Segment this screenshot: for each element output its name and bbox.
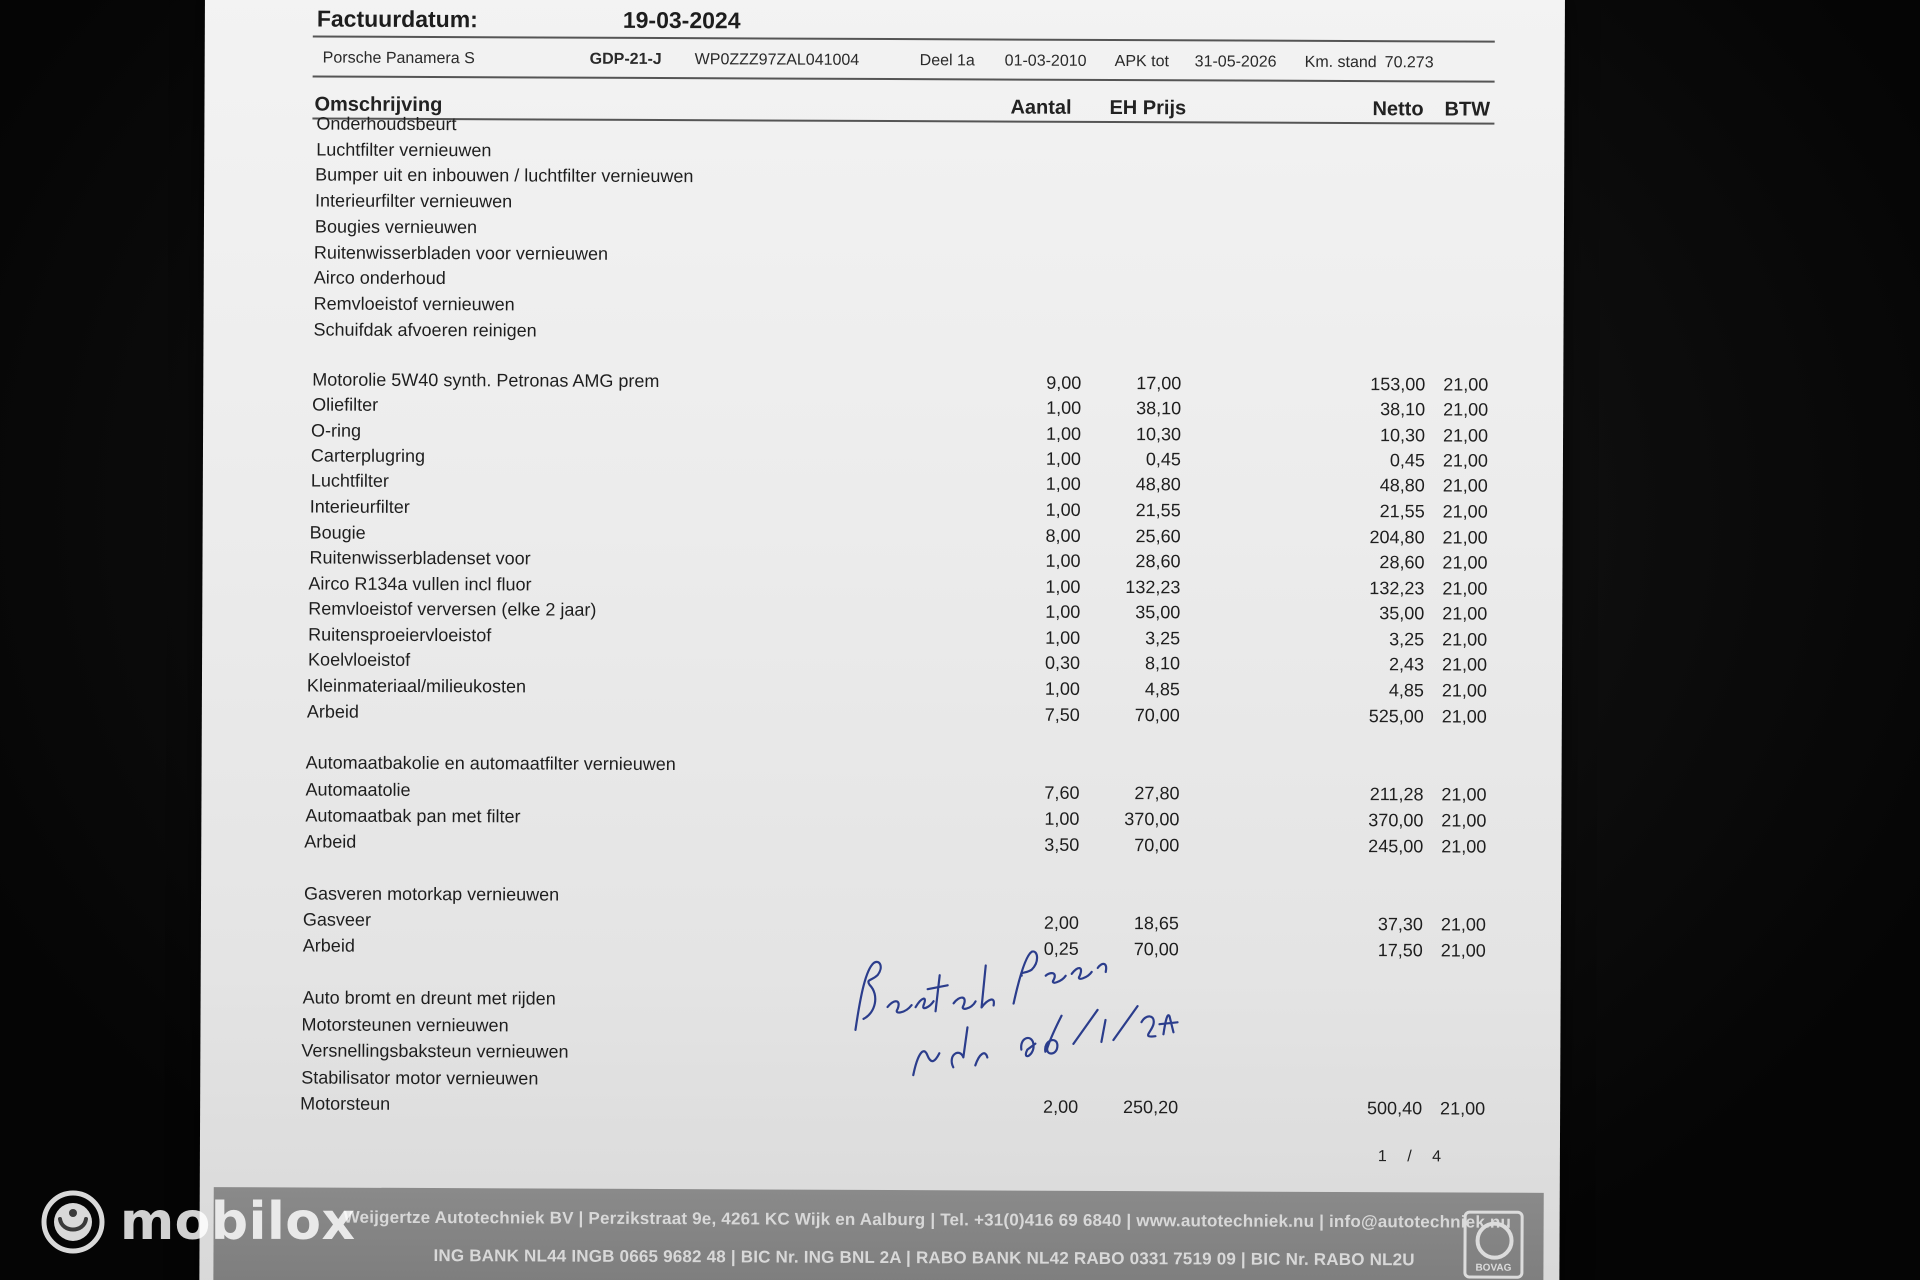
item-price: 250,20: [1123, 1097, 1179, 1118]
item-description: Airco R134a vullen incl fluor: [308, 573, 532, 595]
mobilox-watermark: [40, 1182, 356, 1262]
item-net: 10,30: [1379, 425, 1426, 446]
item-qty: 1,00: [1045, 473, 1081, 494]
item-description: Remvloeistof verversen (elke 2 jaar): [308, 598, 597, 620]
item-description: Motorsteun: [300, 1093, 391, 1114]
item-net: 48,80: [1379, 475, 1425, 496]
item-net: 211,28: [1369, 784, 1424, 805]
item-description: Automaatolie: [305, 779, 411, 800]
header-unit-price: EH Prijs: [1109, 96, 1187, 120]
item-description: Automaatbak pan met filter: [305, 805, 521, 827]
item-vat: 21,00: [1442, 552, 1488, 573]
bovag-logo: [1463, 1211, 1523, 1279]
item-qty: 1,00: [1045, 601, 1081, 622]
header-vat: BTW: [1444, 98, 1491, 121]
item-qty: 1,00: [1046, 397, 1082, 418]
item-qty: 1,00: [1045, 499, 1081, 520]
footer-company-info: Weijgertze Autotechniek BV | Perzikstraat 9e, 4261 KC Wijk en Aalburg | Tel. +31(0)416 69 6840 | www.autotechniek.nu | info@autotechniek.nu: [343, 1207, 1512, 1232]
item-qty: 2,00: [1043, 912, 1079, 933]
item-price: 370,00: [1124, 809, 1180, 830]
invoice-footer: [213, 1187, 1543, 1280]
table-row: [201, 831, 1561, 863]
item-description: Auto bromt en dreunt met rijden: [302, 987, 556, 1009]
item-vat: 21,00: [1441, 836, 1487, 857]
invoice-date-label: Factuurdatum:: [316, 5, 478, 33]
header-description: Omschrijving: [314, 93, 443, 117]
item-net: 153,00: [1370, 374, 1426, 395]
item-description: Kleinmateriaal/milieukosten: [306, 675, 527, 697]
item-vat: 21,00: [1441, 810, 1487, 831]
invoice-content: [199, 0, 1565, 1280]
item-vat: 21,00: [1440, 914, 1486, 935]
item-description: Bumper uit en inbouwen / luchtfilter vernieuwen: [315, 164, 694, 187]
item-net: 204,80: [1369, 527, 1425, 548]
divider: [313, 36, 1495, 43]
item-qty: 0,25: [1043, 938, 1079, 959]
item-description: Remvloeistof vernieuwen: [313, 293, 515, 315]
vehicle-apk-date: 31-05-2026: [1194, 53, 1277, 71]
item-vat: 21,00: [1442, 578, 1488, 599]
mobilox-logo-icon: [40, 1189, 106, 1255]
item-net: 37,30: [1377, 914, 1423, 935]
item-net: 500,40: [1367, 1098, 1423, 1119]
item-description: Koelvloeistof: [308, 649, 411, 670]
item-qty: 7,60: [1044, 782, 1080, 803]
item-price: 25,60: [1135, 526, 1181, 547]
item-description: Interieurfilter vernieuwen: [315, 190, 513, 212]
item-price: 21,55: [1135, 500, 1181, 521]
item-price: 18,65: [1133, 913, 1179, 934]
watermark-brand: mobilox: [120, 1192, 356, 1252]
item-description: Ruitenwisserbladenset voor: [309, 547, 531, 569]
item-vat: 21,00: [1440, 940, 1486, 961]
item-vat: 21,00: [1442, 450, 1488, 471]
item-description: Automaatbakolie en automaatfilter vernieuwen: [305, 752, 676, 775]
vehicle-apk-label: APK tot: [1114, 53, 1169, 71]
item-qty: 7,50: [1044, 704, 1080, 725]
item-price: 132,23: [1125, 577, 1181, 598]
item-description: Stabilisator motor vernieuwen: [301, 1067, 539, 1089]
item-price: 28,60: [1135, 551, 1181, 572]
bovag-label: BOVAG: [1475, 1262, 1512, 1274]
item-net: 370,00: [1368, 810, 1424, 831]
item-net: 35,00: [1379, 603, 1425, 624]
invoice-date-value: 19-03-2024: [622, 6, 741, 34]
item-description: Versnellingsbaksteun vernieuwen: [301, 1040, 569, 1062]
header-net: Netto: [1372, 98, 1424, 121]
item-net: 0,45: [1389, 450, 1425, 471]
item-description: Bougies vernieuwen: [314, 216, 478, 238]
item-vat: 21,00: [1441, 706, 1487, 727]
item-qty: 1,00: [1045, 550, 1081, 571]
item-description: O-ring: [311, 420, 362, 441]
item-vat: 21,00: [1442, 629, 1488, 650]
page-number: 1 / 4: [1377, 1148, 1450, 1166]
item-vat: 21,00: [1443, 399, 1489, 420]
item-net: 3,25: [1389, 629, 1425, 650]
header-quantity: Aantal: [1010, 96, 1072, 119]
item-qty: 2,00: [1043, 1096, 1079, 1117]
item-net: 245,00: [1368, 836, 1424, 857]
table-row: [203, 319, 1563, 351]
item-description: Motorolie 5W40 synth. Petronas AMG prem: [312, 369, 660, 392]
item-qty: 1,00: [1044, 678, 1080, 699]
item-description: Schuifdak afvoeren reinigen: [313, 319, 537, 341]
item-vat: 21,00: [1442, 501, 1488, 522]
vehicle-vin: WP0ZZZ97ZAL041004: [694, 51, 860, 69]
item-price: 10,30: [1135, 424, 1182, 445]
item-description: Ruitenwisserbladen voor vernieuwen: [313, 242, 609, 264]
item-vat: 21,00: [1442, 527, 1488, 548]
item-vat: 21,00: [1441, 784, 1487, 805]
item-qty: 3,50: [1044, 834, 1080, 855]
item-qty: 1,00: [1045, 423, 1082, 444]
item-description: Gasveer: [302, 909, 372, 930]
handwritten-note: [835, 912, 1196, 1087]
item-qty: 1,00: [1045, 448, 1081, 469]
item-vat: 21,00: [1441, 654, 1488, 675]
item-description: Interieurfilter: [309, 496, 410, 517]
item-price: 27,80: [1134, 783, 1180, 804]
item-description: Ruitensproeiervloeistof: [308, 624, 492, 646]
table-row: [202, 701, 1562, 733]
item-description: Gasveren motorkap vernieuwen: [304, 883, 560, 905]
divider: [313, 76, 1495, 83]
item-description: Carterplugring: [310, 445, 426, 466]
item-qty: 1,00: [1044, 808, 1080, 829]
item-price: 35,00: [1135, 602, 1181, 623]
item-description: Oliefilter: [312, 394, 379, 415]
item-qty: 1,00: [1045, 576, 1081, 597]
item-price: 3,25: [1145, 628, 1181, 649]
vehicle-km-label: Km. stand: [1304, 53, 1377, 72]
item-price: 70,00: [1133, 939, 1179, 960]
item-net: 2,43: [1388, 654, 1425, 675]
item-qty: 1,00: [1045, 627, 1081, 648]
item-net: 132,23: [1369, 578, 1425, 599]
vehicle-km-value: 70.273: [1384, 54, 1434, 72]
item-net: 17,50: [1377, 940, 1423, 961]
item-vat: 21,00: [1442, 425, 1489, 446]
item-vat: 21,00: [1443, 374, 1489, 395]
vehicle-model: Porsche Panamera S: [322, 49, 475, 68]
item-description: Onderhoudsbeurt: [316, 113, 457, 135]
item-description: Arbeid: [302, 935, 355, 956]
item-description: Luchtfilter vernieuwen: [316, 139, 492, 161]
item-price: 70,00: [1134, 835, 1180, 856]
item-net: 525,00: [1368, 706, 1424, 727]
item-net: 21,55: [1379, 501, 1425, 522]
item-price: 48,80: [1135, 474, 1181, 495]
item-net: 38,10: [1380, 399, 1426, 420]
item-description: Airco onderhoud: [313, 267, 446, 289]
item-qty: 8,00: [1045, 525, 1081, 546]
item-price: 17,00: [1136, 373, 1182, 394]
item-qty: 0,30: [1044, 652, 1081, 673]
item-vat: 21,00: [1441, 680, 1487, 701]
item-price: 0,45: [1145, 449, 1181, 470]
invoice-page: [199, 0, 1565, 1280]
item-net: 28,60: [1379, 552, 1425, 573]
item-price: 4,85: [1144, 679, 1180, 700]
item-description: Luchtfilter: [310, 470, 389, 491]
item-description: Motorsteunen vernieuwen: [301, 1014, 509, 1036]
item-price: 38,10: [1136, 398, 1182, 419]
item-description: Bougie: [309, 522, 366, 543]
item-description: Arbeid: [304, 831, 357, 852]
vehicle-deel-label: Deel 1a: [919, 52, 975, 70]
vehicle-deel-date: 01-03-2010: [1004, 52, 1087, 70]
item-description: Arbeid: [306, 701, 359, 722]
item-vat: 21,00: [1440, 1098, 1486, 1119]
item-net: 4,85: [1388, 680, 1424, 701]
vehicle-plate: GDP-21-J: [589, 50, 662, 69]
table-row: [200, 1093, 1560, 1125]
item-vat: 21,00: [1442, 603, 1488, 624]
item-qty: 9,00: [1046, 372, 1082, 393]
item-price: 70,00: [1134, 705, 1180, 726]
item-price: 8,10: [1144, 653, 1181, 674]
item-vat: 21,00: [1442, 475, 1488, 496]
footer-bank-info: ING BANK NL44 INGB 0665 9682 48 | BIC Nr. ING BNL 2A | RABO BANK NL42 RABO 0331 7519 09 | BIC Nr. RABO NL2U: [433, 1246, 1415, 1270]
